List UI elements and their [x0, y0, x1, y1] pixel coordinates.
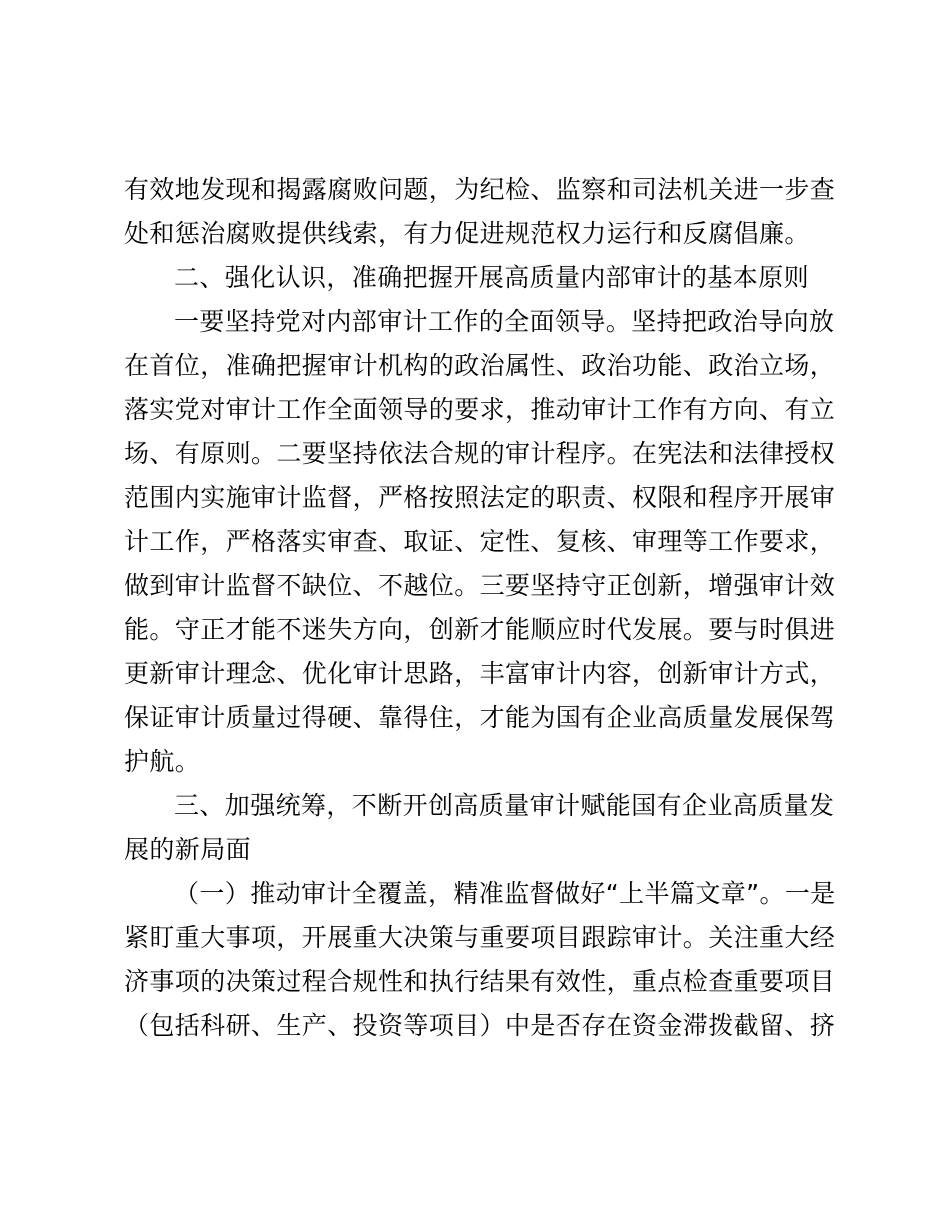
body-text-line: 处和惩治腐败提供线索，有力促进规范权力运行和反腐倡廉。	[124, 219, 810, 248]
body-text-line: 有效地发现和揭露腐败问题，为纪检、监察和司法机关进一步查	[124, 175, 836, 204]
body-text-line: 济事项的决策过程合规性和执行结果有效性，重点检查重要项目	[124, 967, 836, 996]
document-page	[124, 168, 836, 1048]
body-text-line: （一）推动审计全覆盖，精准监督做好“上半篇文章”。一是	[174, 879, 836, 908]
body-text-line: 护航。	[124, 747, 201, 776]
body-text-line: 能。守正才能不迷失方向，创新才能顺应时代发展。要与时俱进	[124, 615, 836, 644]
section-heading: 二、强化认识，准确把握开展高质量内部审计的基本原则	[174, 263, 810, 292]
body-text-line: 更新审计理念、优化审计思路，丰富审计内容，创新审计方式，	[124, 659, 836, 688]
body-text-line: （包括科研、生产、投资等项目）中是否存在资金滞拨截留、挤	[124, 1011, 836, 1040]
body-text-line: 在首位，准确把握审计机构的政治属性、政治功能、政治立场，	[124, 351, 836, 380]
body-text-line: 紧盯重大事项，开展重大决策与重要项目跟踪审计。关注重大经	[124, 923, 836, 952]
section-heading-continued: 展的新局面	[124, 835, 252, 864]
body-text-line: 计工作，严格落实审查、取证、定性、复核、审理等工作要求，	[124, 527, 836, 556]
body-text-line: 做到审计监督不缺位、不越位。三要坚持守正创新，增强审计效	[124, 571, 836, 600]
body-text-line: 一要坚持党对内部审计工作的全面领导。坚持把政治导向放	[174, 307, 835, 336]
section-heading: 三、加强统筹，不断开创高质量审计赋能国有企业高质量发	[174, 791, 835, 820]
body-text-line: 保证审计质量过得硬、靠得住，才能为国有企业高质量发展保驾	[124, 703, 836, 732]
body-text-line: 场、有原则。二要坚持依法合规的审计程序。在宪法和法律授权	[124, 439, 836, 468]
body-text-line: 落实党对审计工作全面领导的要求，推动审计工作有方向、有立	[124, 395, 836, 424]
body-text-line: 范围内实施审计监督，严格按照法定的职责、权限和程序开展审	[124, 483, 836, 512]
